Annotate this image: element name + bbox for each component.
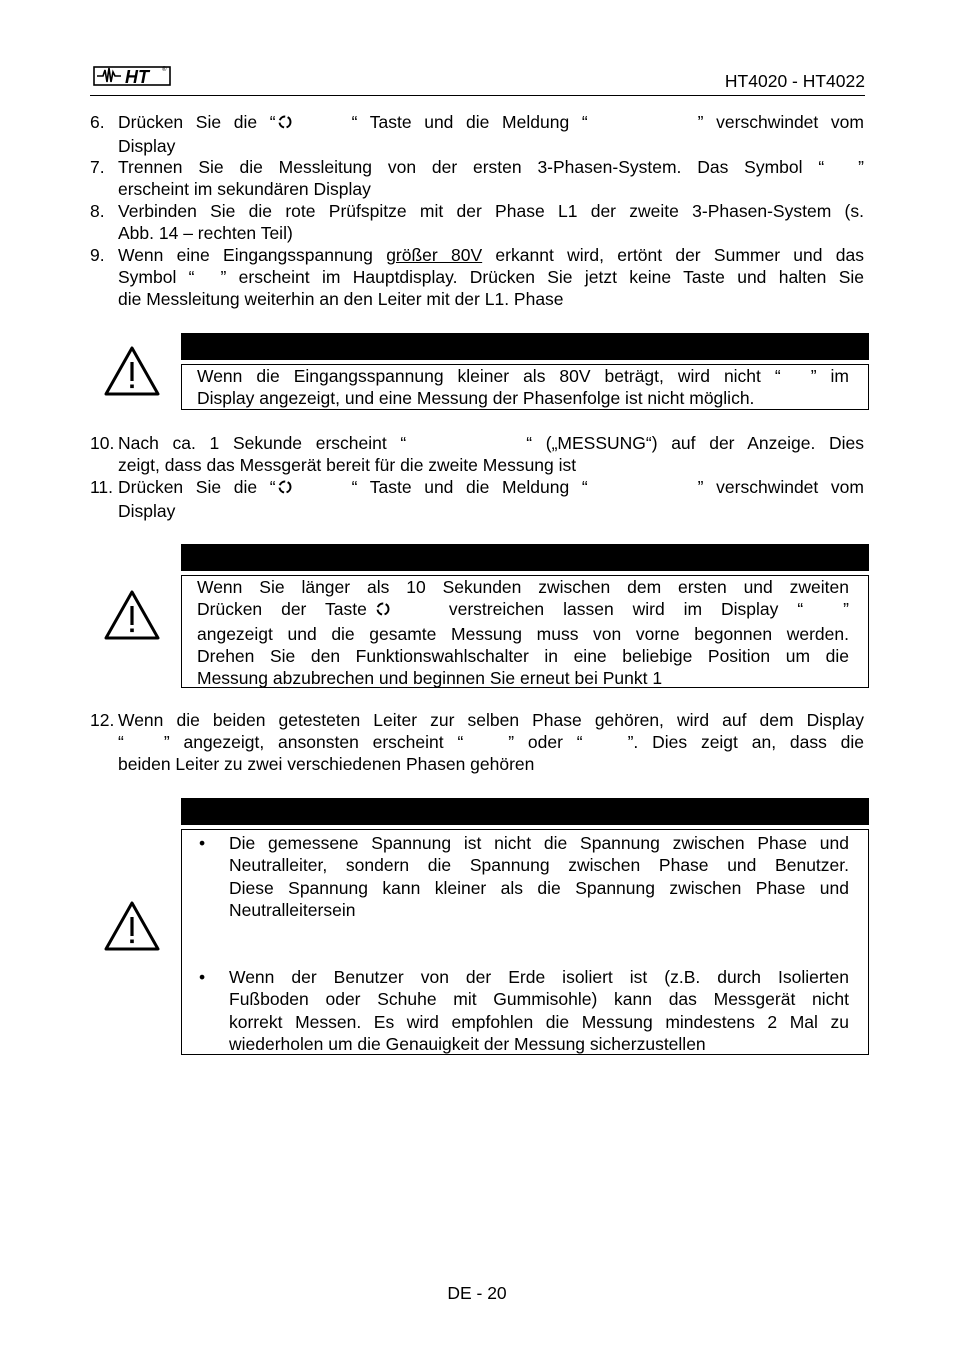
- step-10: 10. Nach ca. 1 Sekunde erscheint “ “ („MESSUNG“) auf der Anzeige. Dies zeigt, dass das Messgerät bereit für die zweite Messung ist: [90, 433, 864, 475]
- step-6: 6. Drücken Sie die “ “ Taste und die Meldung “ ” verschwindet vom Display: [90, 112, 864, 156]
- model-title: HT4020 - HT4022: [724, 71, 865, 91]
- refresh-key-icon: [375, 600, 391, 622]
- warning-header-bar: [181, 544, 869, 571]
- step-7: 7. Trennen Sie die Messleitung von der ersten 3-Phasen-System. Das Symbol “ ” erscheint im sekundären Display: [90, 157, 864, 199]
- svg-text:®: ®: [162, 67, 167, 73]
- page-number: DE - 20: [447, 1283, 507, 1303]
- step-8: 8. Verbinden Sie die rote Prüfspitze mit der Phase L1 der zweite 3-Phasen-System (s. Abb. 14 – rechten Teil): [90, 201, 864, 243]
- svg-text:HT: HT: [125, 67, 149, 87]
- step-9: 9. Wenn eine Eingangsspannung größer 80V erkannt wird, ertönt der Summer und das Symbol “ ” erscheint im Hauptdisplay. Drücken Sie jetzt keine Taste und halten Sie die Messleitung weiterhin an den Leiter mit der L1. Phase: [90, 245, 865, 309]
- warning-box-3: [181, 829, 869, 1055]
- warning-header-bar: [181, 333, 869, 360]
- warning-triangle-icon: [103, 345, 161, 397]
- refresh-key-icon: [277, 478, 293, 500]
- ht-logo: [93, 62, 173, 93]
- refresh-key-icon: [277, 113, 293, 135]
- bullet-item: • Die gemessene Spannung ist nicht die Spannung zwischen Phase und Neutralleiter, sondern die Spannung zwischen Phase und Benutzer. Diese Spannung kann kleiner als die Spannung zwischen Phase und Neutralleitersein: [199, 833, 849, 920]
- step-12: 12. Wenn die beiden getesteten Leiter zur selben Phase gehören, wird auf dem Display “ ” angezeigt, ansonsten erscheint “ ” oder “ ”. Dies zeigt an, dass die beiden Leiter zu zwei verschiedenen Phasen gehören: [90, 710, 865, 774]
- warning-box-2: Wenn Sie länger als 10 Sekunden zwischen dem ersten und zweiten Drücken der Taste verstreichen lassen wird im Display “ ” angezeigt und die gesamte Messung muss von vorne begonnen werden. Drehen Sie den Funktionswahlschalter in eine beliebige Position um die Messung abzubrechen und beginnen Sie erneut bei Punkt 1: [181, 575, 869, 688]
- bullet-item: • Wenn der Benutzer von der Erde isoliert ist (z.B. durch Isolierten Fußboden oder Schuhe mit Gummisohle) kann das Messgerät nicht korrekt Messen. Es wird empfohlen die Messung mindestens 2 Mal zu wiederholen um die Genauigkeit der Messung sicherzustellen: [199, 967, 849, 1055]
- warning-box-1: Wenn die Eingangsspannung kleiner als 80V beträgt, wird nicht “ ” im Display angezeigt, und eine Messung der Phasenfolge ist nicht möglich.: [181, 364, 869, 410]
- step-11: 11. Drücken Sie die “ “ Taste und die Meldung “ ” verschwindet vom Display: [90, 477, 864, 521]
- warning-triangle-icon: [103, 900, 161, 952]
- page-header: [90, 60, 865, 96]
- warning-triangle-icon: [103, 589, 161, 641]
- warning-header-bar: [181, 798, 869, 825]
